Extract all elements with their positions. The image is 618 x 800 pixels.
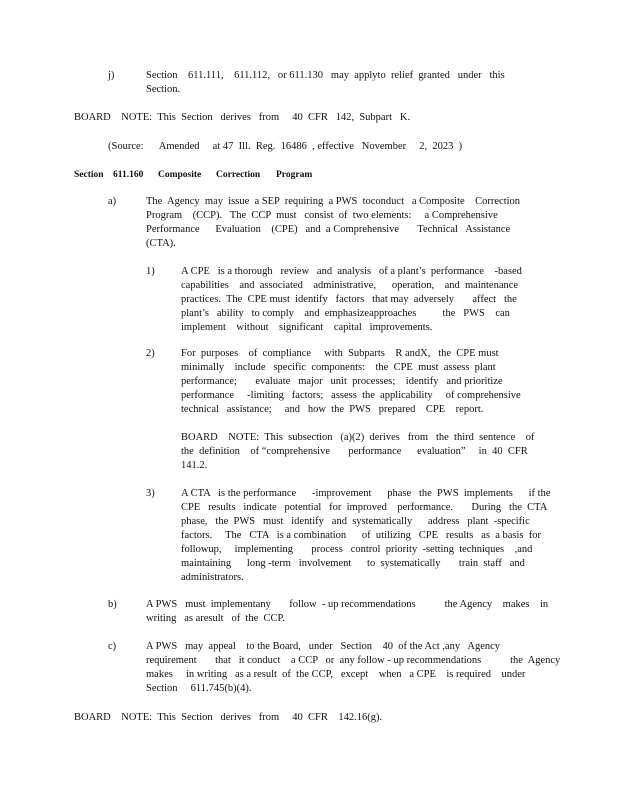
text-line: maintaining long -term involvement to systematically train staff and bbox=[181, 558, 525, 569]
text-line: phase, the PWS must identify and systematically address plant -specific bbox=[181, 516, 530, 527]
text-line: factors. The CTA is a combination of utilizing CPE results as a basis for bbox=[181, 530, 541, 541]
text-line: For purposes of compliance with Subparts R andX, the CPE must bbox=[181, 348, 499, 359]
paragraph-marker-2: 2) bbox=[146, 348, 155, 359]
text-line: The Agency may issue a SEP requiring a PWS toconduct a Composite Correction bbox=[146, 196, 521, 207]
text-line: (CTA). bbox=[146, 238, 176, 249]
text-line: the definition of “comprehensive performance evaluation” in 40 CFR bbox=[181, 446, 528, 457]
text-line: followup, implementing process control priority -setting techniques ,and bbox=[181, 544, 533, 555]
subsection-marker-b: b) bbox=[108, 599, 117, 610]
paragraph-3-text bbox=[181, 487, 551, 585]
text-line: CPE results indicate potential for improved performance. During the CTA bbox=[181, 502, 548, 513]
board-note: BOARD NOTE: This Section derives from 40 CFR 142, Subpart K. bbox=[74, 112, 411, 123]
text-line: Section 611.111, 611.112, or 611.130 may applyto relief granted under this bbox=[146, 70, 505, 81]
subsection-c-text bbox=[146, 640, 560, 696]
item-j-text bbox=[146, 69, 505, 97]
paragraph-2-board-note bbox=[181, 431, 535, 473]
text-line: 141.2. bbox=[181, 460, 208, 471]
text-line: practices. The CPE must identify factors that may adversely affect the bbox=[181, 294, 517, 305]
subsection-a-text bbox=[146, 195, 520, 251]
text-line: requirement that it conduct a CCP or any follow - up recommendations the Agency bbox=[146, 655, 561, 666]
text-line: implement without significant capital improvements. bbox=[181, 322, 433, 333]
text-line: A PWS may appeal to the Board, under Section 40 of the Act ,any Agency bbox=[146, 641, 501, 652]
paragraph-marker-1: 1) bbox=[146, 266, 155, 277]
text-line: minimally include specific components: the CPE must assess plant bbox=[181, 362, 496, 373]
item-marker-j: j) bbox=[108, 70, 115, 81]
text-line: plant’s ability to comply and emphasizeapproaches the PWS can bbox=[181, 308, 510, 319]
subsection-marker-c: c) bbox=[108, 641, 117, 652]
text-line: A PWS must implementany follow - up recommendations the Agency makes in bbox=[146, 599, 549, 610]
paragraph-marker-3: 3) bbox=[146, 488, 155, 499]
source-note: (Source: Amended at 47 Ill. Reg. 16486 , effective November 2, 2023 ) bbox=[108, 141, 463, 152]
text-line: performance; evaluate major unit processes; identify and prioritize bbox=[181, 376, 503, 387]
text-line: Performance Evaluation (CPE) and a Comprehensive Technical Assistance bbox=[146, 224, 511, 235]
section-label: Section bbox=[74, 170, 104, 180]
text-line: administrators. bbox=[181, 572, 244, 583]
subsection-b-text bbox=[146, 598, 548, 626]
text-line: makes in writing as a result of the CCP, except when a CPE is required under bbox=[146, 669, 526, 680]
text-line: writing as aresult of the CCP. bbox=[146, 613, 285, 624]
paragraph-1-text bbox=[181, 265, 522, 335]
subsection-marker-a: a) bbox=[108, 196, 117, 207]
section-title-word: Program bbox=[276, 170, 313, 180]
text-line: A CPE is a thorough review and analysis of a plant’s performance -based bbox=[181, 266, 522, 277]
text-line: technical assistance; and how the PWS prepared CPE report. bbox=[181, 404, 484, 415]
text-line: Section. bbox=[146, 84, 181, 95]
section-number: 611.160 bbox=[113, 170, 144, 180]
board-note: BOARD NOTE: This Section derives from 40 CFR 142.16(g). bbox=[74, 712, 383, 723]
paragraph-2-text bbox=[181, 347, 521, 417]
text-line: Section 611.745(b)(4). bbox=[146, 683, 252, 694]
section-title-word: Composite bbox=[158, 170, 202, 180]
text-line: Program (CCP). The CCP must consist of two elements: a Comprehensive bbox=[146, 210, 498, 221]
text-line: capabilities and associated administrative, operation, and maintenance bbox=[181, 280, 519, 291]
text-line: performance -limiting factors; assess the applicability of comprehensive bbox=[181, 390, 521, 401]
section-title-word: Correction bbox=[216, 170, 261, 180]
text-line: BOARD NOTE: This subsection (a)(2) derives from the third sentence of bbox=[181, 432, 535, 443]
text-line: A CTA is the performance -improvement phase the PWS implements if the bbox=[181, 488, 551, 499]
